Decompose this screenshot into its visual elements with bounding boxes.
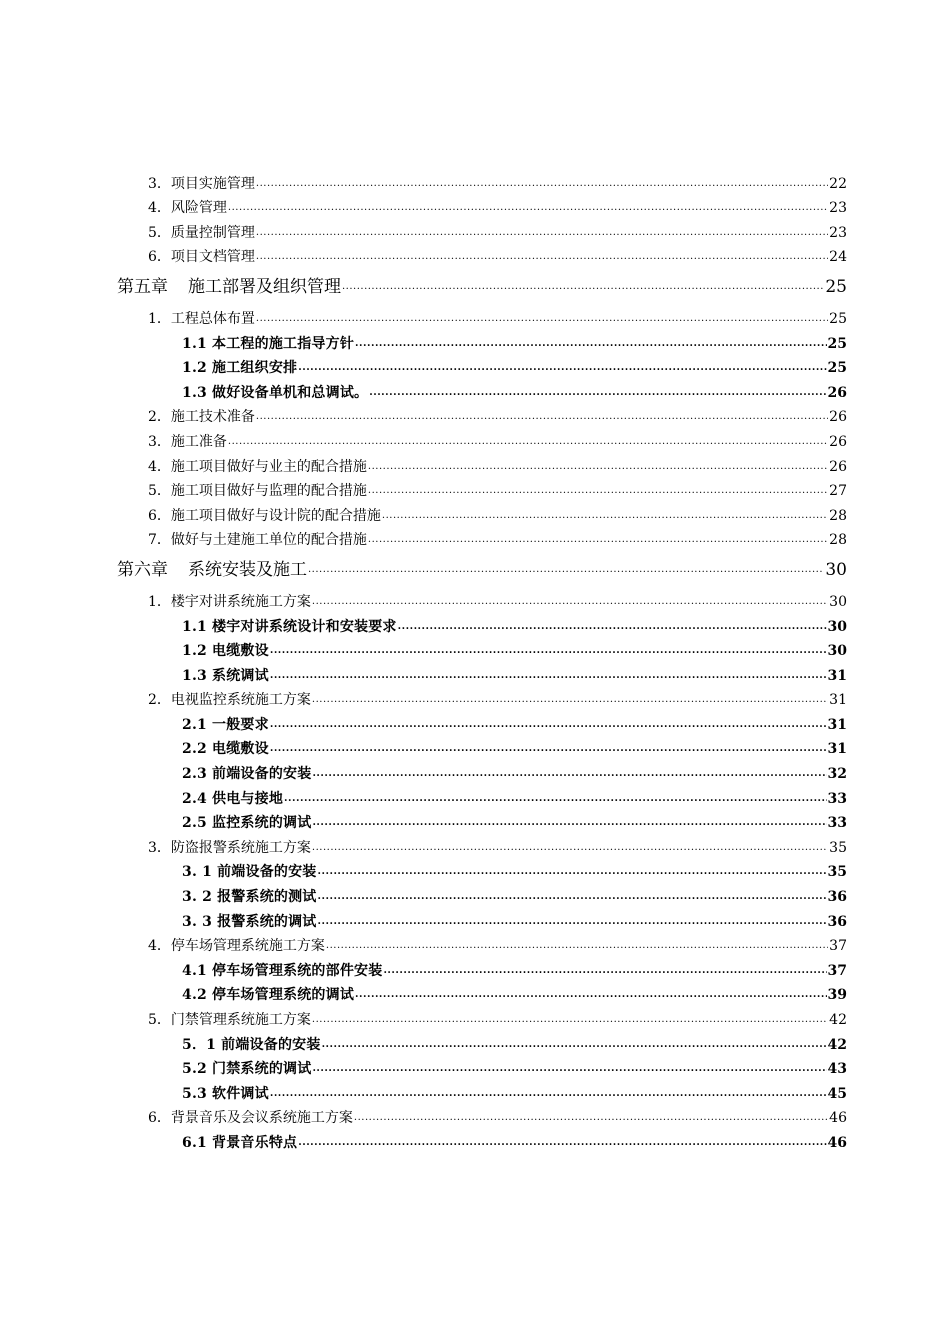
toc-entry-title: 3．施工准备 bbox=[148, 433, 227, 450]
toc-entry-title: 3．项目实施管理 bbox=[148, 175, 255, 192]
chapter-number: 第六章 bbox=[117, 560, 168, 581]
toc-entry-section[interactable] bbox=[0, 931, 950, 956]
toc-page-number: 35 bbox=[827, 864, 847, 881]
toc-entry-sub[interactable] bbox=[0, 377, 950, 402]
toc-entry-section[interactable] bbox=[0, 242, 950, 267]
toc-entry-section[interactable] bbox=[0, 500, 950, 525]
dot-leader bbox=[369, 387, 826, 399]
toc-page-number: 36 bbox=[827, 913, 847, 930]
dot-leader bbox=[398, 621, 827, 633]
toc-entry-title: 4．停车场管理系统施工方案 bbox=[148, 938, 325, 955]
dot-leader bbox=[354, 1112, 828, 1124]
toc-entry-title: 3. 2 报警系统的测试 bbox=[182, 889, 317, 906]
toc-page-number: 32 bbox=[827, 766, 847, 783]
toc-entry-section[interactable] bbox=[0, 525, 950, 550]
dot-leader bbox=[368, 461, 828, 473]
dot-leader bbox=[284, 793, 826, 805]
toc-entry-sub[interactable] bbox=[0, 758, 950, 783]
toc-page-number: 31 bbox=[827, 667, 847, 684]
toc-entry-section[interactable] bbox=[0, 1004, 950, 1029]
dot-leader bbox=[318, 916, 827, 928]
toc-entry-section[interactable] bbox=[0, 451, 950, 476]
toc-page-number: 30 bbox=[829, 593, 847, 610]
toc-entry-sub[interactable] bbox=[0, 709, 950, 734]
toc-entry-sub[interactable] bbox=[0, 660, 950, 685]
dot-leader bbox=[228, 202, 828, 214]
toc-page-number: 33 bbox=[827, 815, 847, 832]
toc-entry-title: 5．门禁管理系统施工方案 bbox=[148, 1012, 311, 1028]
dot-leader bbox=[312, 694, 828, 706]
dot-leader bbox=[270, 670, 827, 682]
toc-page-number: 25 bbox=[825, 277, 847, 298]
chapter-title: 系统安装及施工 bbox=[188, 560, 307, 581]
toc-entry-section[interactable] bbox=[0, 217, 950, 242]
toc-page-number: 26 bbox=[829, 433, 847, 450]
toc-entry-title: 2．施工技术准备 bbox=[148, 409, 255, 426]
toc-entry-section[interactable] bbox=[0, 586, 950, 611]
toc-page-number: 33 bbox=[827, 790, 847, 807]
toc-page-number: 37 bbox=[827, 962, 847, 979]
toc-page-number: 36 bbox=[827, 889, 847, 906]
toc-entry-sub[interactable] bbox=[0, 1029, 950, 1054]
toc-entry-title bbox=[117, 278, 341, 296]
toc-page-number: 28 bbox=[829, 507, 847, 524]
dot-leader bbox=[318, 866, 827, 878]
toc-page-number: 23 bbox=[829, 200, 847, 217]
toc-entry-title: 2.5 监控系统的调试 bbox=[182, 815, 312, 832]
table-of-contents bbox=[0, 168, 950, 1152]
dot-leader bbox=[256, 178, 828, 190]
toc-entry-sub[interactable] bbox=[0, 1127, 950, 1152]
toc-entry-section[interactable] bbox=[0, 426, 950, 451]
toc-entry-title: 6．项目文档管理 bbox=[148, 249, 255, 266]
toc-page-number: 43 bbox=[827, 1061, 847, 1078]
toc-entry-title: 1.1 本工程的施工指导方针 bbox=[182, 335, 355, 352]
toc-entry-section[interactable] bbox=[0, 685, 950, 710]
toc-page-number: 27 bbox=[829, 483, 847, 500]
dot-leader bbox=[270, 743, 827, 755]
dot-leader bbox=[312, 817, 826, 829]
toc-entry-sub[interactable] bbox=[0, 328, 950, 353]
toc-page-number: 30 bbox=[827, 643, 847, 660]
toc-entry-sub[interactable] bbox=[0, 636, 950, 661]
toc-entry-sub[interactable] bbox=[0, 611, 950, 636]
toc-entry-title bbox=[117, 561, 307, 579]
toc-entry-title: 3. 3 报警系统的调试 bbox=[182, 913, 317, 930]
dot-leader bbox=[256, 251, 828, 263]
toc-entry-sub[interactable] bbox=[0, 1078, 950, 1103]
toc-entry-sub[interactable] bbox=[0, 980, 950, 1005]
toc-page-number: 25 bbox=[827, 360, 847, 377]
toc-entry-title: 1.2 施工组织安排 bbox=[182, 360, 298, 377]
toc-entry-title: 6.1 背景音乐特点 bbox=[182, 1134, 298, 1151]
dot-leader bbox=[383, 965, 826, 977]
dot-leader bbox=[312, 1014, 828, 1026]
toc-entry-title: 1．楼宇对讲系统施工方案 bbox=[148, 593, 311, 610]
toc-entry-title: 7．做好与土建施工单位的配合措施 bbox=[148, 532, 367, 549]
toc-entry-section[interactable] bbox=[0, 402, 950, 427]
toc-page-number: 42 bbox=[829, 1012, 847, 1028]
dot-leader bbox=[326, 940, 828, 952]
toc-entry-title: 6．背景音乐及会议系统施工方案 bbox=[148, 1110, 353, 1127]
toc-page-number: 46 bbox=[829, 1110, 847, 1127]
toc-page-number: 25 bbox=[827, 335, 847, 352]
toc-page-number: 26 bbox=[827, 384, 847, 401]
toc-entry-sub[interactable] bbox=[0, 808, 950, 833]
toc-page-number: 35 bbox=[829, 839, 847, 856]
toc-entry-title: 4．风险管理 bbox=[148, 200, 227, 217]
toc-entry-title: 5.2 门禁系统的调试 bbox=[182, 1061, 312, 1078]
toc-entry-title: 1.3 做好设备单机和总调试。 bbox=[182, 384, 369, 401]
toc-entry-sub[interactable] bbox=[0, 881, 950, 906]
toc-entry-section[interactable] bbox=[0, 168, 950, 193]
dot-leader bbox=[298, 362, 826, 374]
dot-leader bbox=[256, 313, 828, 325]
toc-page-number: 30 bbox=[825, 560, 847, 581]
dot-leader bbox=[256, 227, 828, 239]
toc-entry-title: 2.4 供电与接地 bbox=[182, 790, 284, 807]
toc-entry-section[interactable] bbox=[0, 303, 950, 328]
toc-entry-title: 6．施工项目做好与设计院的配合措施 bbox=[148, 507, 381, 524]
dot-leader bbox=[312, 842, 828, 854]
toc-entry-title: 2.3 前端设备的安装 bbox=[182, 766, 312, 783]
dot-leader bbox=[355, 989, 826, 1001]
chapter-number: 第五章 bbox=[117, 277, 168, 298]
toc-entry-sub[interactable] bbox=[0, 906, 950, 931]
toc-entry-title: 3．防盗报警系统施工方案 bbox=[148, 839, 311, 856]
toc-page-number: 24 bbox=[829, 249, 847, 266]
dot-leader bbox=[256, 411, 828, 423]
toc-entry-title: 2．电视监控系统施工方案 bbox=[148, 692, 311, 709]
toc-page-number: 31 bbox=[827, 741, 847, 758]
toc-page-number: 45 bbox=[827, 1085, 847, 1102]
toc-entry-sub[interactable] bbox=[0, 1054, 950, 1079]
toc-entry-chapter[interactable] bbox=[0, 549, 950, 579]
toc-page-number: 26 bbox=[829, 409, 847, 426]
dot-leader bbox=[322, 1039, 827, 1051]
toc-page-number: 25 bbox=[829, 310, 847, 327]
toc-entry-title: 1.3 系统调试 bbox=[182, 667, 269, 684]
toc-page-number: 31 bbox=[829, 692, 847, 709]
toc-entry-sub[interactable] bbox=[0, 783, 950, 808]
toc-page-number: 28 bbox=[829, 532, 847, 549]
chapter-title: 施工部署及组织管理 bbox=[188, 277, 341, 298]
toc-entry-sub[interactable] bbox=[0, 353, 950, 378]
toc-entry-title: 4.2 停车场管理系统的调试 bbox=[182, 987, 355, 1004]
toc-entry-title: 3. 1 前端设备的安装 bbox=[182, 864, 317, 881]
toc-entry-section[interactable] bbox=[0, 832, 950, 857]
toc-entry-title: 4.1 停车场管理系统的部件安装 bbox=[182, 962, 383, 979]
toc-entry-title: 5．质量控制管理 bbox=[148, 224, 255, 241]
toc-entry-chapter[interactable] bbox=[0, 266, 950, 296]
toc-entry-sub[interactable] bbox=[0, 734, 950, 759]
toc-page-number: 46 bbox=[827, 1134, 847, 1151]
dot-leader bbox=[270, 1088, 827, 1100]
dot-leader bbox=[270, 719, 827, 731]
toc-entry-section[interactable] bbox=[0, 193, 950, 218]
dot-leader bbox=[382, 510, 828, 522]
dot-leader bbox=[308, 564, 824, 576]
toc-page-number: 37 bbox=[829, 938, 847, 955]
toc-entry-title: 1.1 楼宇对讲系统设计和安装要求 bbox=[182, 618, 397, 635]
toc-page-number: 42 bbox=[827, 1036, 847, 1053]
dot-leader bbox=[342, 281, 824, 293]
dot-leader bbox=[270, 645, 827, 657]
toc-entry-section[interactable] bbox=[0, 1103, 950, 1128]
toc-entry-title: 1．工程总体布置 bbox=[148, 310, 255, 327]
toc-page-number: 31 bbox=[827, 716, 847, 733]
toc-entry-title: 4．施工项目做好与业主的配合措施 bbox=[148, 458, 367, 475]
dot-leader bbox=[318, 891, 827, 903]
toc-entry-title: 2.2 电缆敷设 bbox=[182, 741, 269, 758]
dot-leader bbox=[312, 596, 828, 608]
toc-page-number: 22 bbox=[829, 175, 847, 192]
dot-leader bbox=[368, 534, 828, 546]
toc-entry-section[interactable] bbox=[0, 476, 950, 501]
dot-leader bbox=[228, 436, 828, 448]
toc-entry-title: 5．施工项目做好与监理的配合措施 bbox=[148, 483, 367, 500]
toc-page-number: 23 bbox=[829, 224, 847, 241]
toc-entry-sub[interactable] bbox=[0, 955, 950, 980]
toc-page-number: 39 bbox=[827, 987, 847, 1004]
toc-entry-title: 5.3 软件调试 bbox=[182, 1085, 269, 1102]
toc-entry-title: 5．1 前端设备的安装 bbox=[182, 1036, 321, 1053]
dot-leader bbox=[355, 338, 826, 350]
toc-entry-title: 1.2 电缆敷设 bbox=[182, 643, 269, 660]
toc-entry-title: 2.1 一般要求 bbox=[182, 716, 269, 733]
dot-leader bbox=[298, 1137, 826, 1149]
toc-page-number: 30 bbox=[827, 618, 847, 635]
dot-leader bbox=[368, 485, 828, 497]
toc-page-number: 26 bbox=[829, 458, 847, 475]
dot-leader bbox=[312, 1063, 826, 1075]
dot-leader bbox=[312, 768, 826, 780]
toc-entry-sub[interactable] bbox=[0, 857, 950, 882]
